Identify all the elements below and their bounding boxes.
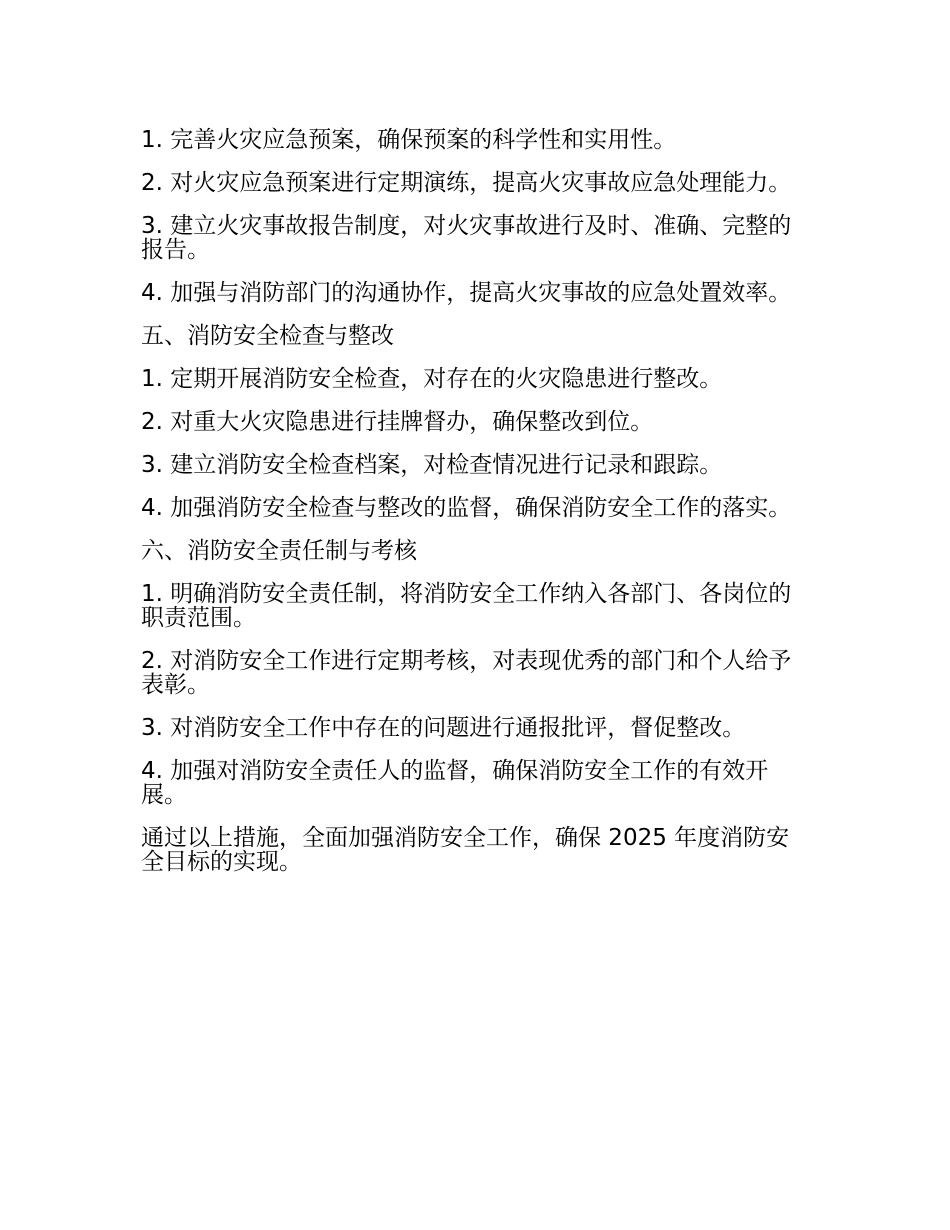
section6-item-1: 1. 明确消防安全责任制，将消防安全工作纳入各部门、各岗位的职责范围。: [141, 581, 792, 631]
conclusion-paragraph: 通过以上措施，全面加强消防安全工作，确保 2025 年度消防安全目标的实现。: [141, 825, 790, 875]
section5-item-2: 2. 对重大火灾隐患进行挂牌督办，确保整改到位。: [141, 409, 654, 435]
section6-heading: 六、消防安全责任制与考核: [141, 538, 417, 564]
section5-heading: 五、消防安全检查与整改: [141, 323, 394, 349]
section5-item-1: 1. 定期开展消防安全检查，对存在的火灾隐患进行整改。: [141, 366, 723, 392]
section4-item-4: 4. 加强与消防部门的沟通协作，提高火灾事故的应急处置效率。: [141, 280, 792, 306]
section4-item-2: 2. 对火灾应急预案进行定期演练，提高火灾事故应急处理能力。: [141, 170, 792, 196]
document-body: [141, 128, 809, 893]
section4-item-1: 1. 完善火灾应急预案，确保预案的科学性和实用性。: [141, 127, 677, 153]
section6-item-3: 3. 对消防安全工作中存在的问题进行通报批评，督促整改。: [141, 715, 746, 741]
section5-item-3: 3. 建立消防安全检查档案，对检查情况进行记录和跟踪。: [141, 452, 723, 478]
section5-item-4: 4. 加强消防安全检查与整改的监督，确保消防安全工作的落实。: [141, 495, 792, 521]
section6-item-2: 2. 对消防安全工作进行定期考核，对表现优秀的部门和个人给予表彰。: [141, 648, 792, 698]
section4-item-3: 3. 建立火灾事故报告制度，对火灾事故进行及时、准确、完整的报告。: [141, 213, 792, 263]
section6-item-4: 4. 加强对消防安全责任人的监督，确保消防安全工作的有效开展。: [141, 758, 769, 808]
